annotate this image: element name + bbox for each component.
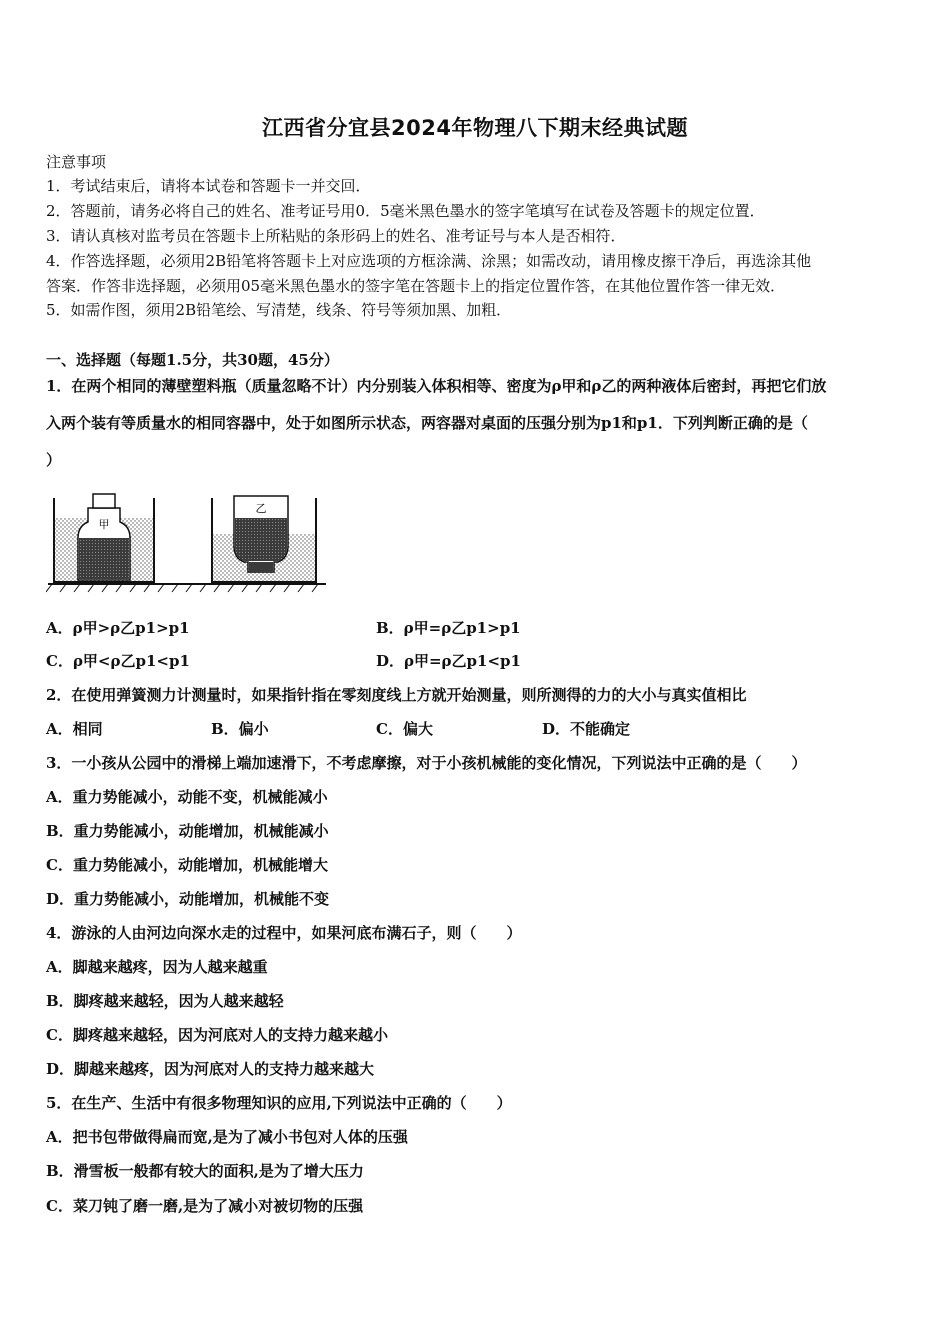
- notice-item: 5．如需作图，须用2B铅笔绘、写清楚，线条、符号等须加黑、加粗．: [46, 301, 512, 319]
- q5-option-a[interactable]: A．把书包带做得扁而宽,是为了减小书包对人体的压强: [46, 1128, 408, 1146]
- q2-option-a[interactable]: A．相同: [46, 720, 103, 738]
- q2-option-d[interactable]: D．不能确定: [542, 720, 631, 738]
- q2-option-c[interactable]: C．偏大: [376, 720, 433, 738]
- q3-option-c[interactable]: C．重力势能减小，动能增加，机械能增大: [46, 856, 328, 874]
- bottle-yi-cap: [249, 562, 273, 572]
- notice-heading: 注意事项: [46, 153, 107, 171]
- q3-option-d[interactable]: D．重力势能减小，动能增加，机械能不变: [46, 890, 330, 908]
- notice-item: 2．答题前，请务必将自己的姓名、准考证号用0．5毫米黑色墨水的签字笔填写在试卷及答题卡的规定位置．: [46, 202, 765, 220]
- q2-stem: 2．在使用弹簧测力计测量时，如果指针指在零刻度线上方就开始测量，则所测得的力的大小与真实值相比: [46, 686, 747, 704]
- notice-item: 3．请认真核对监考员在答题卡上所粘贴的条形码上的姓名、准考证号与本人是否相符．: [46, 227, 626, 245]
- label-jia: 甲: [98, 518, 110, 531]
- q1-option-d[interactable]: D．ρ甲=ρ乙p1<p1: [376, 652, 521, 670]
- q1-stem-line1: 1．在两个相同的薄壁塑料瓶（质量忽略不计）内分别装入体积相等、密度为ρ甲和ρ乙的两种液体后密封，再把它们放: [46, 377, 827, 395]
- q1-option-b[interactable]: B．ρ甲=ρ乙p1>p1: [376, 619, 521, 637]
- q1-option-a[interactable]: A．ρ甲>ρ乙p1>p1: [46, 619, 190, 637]
- q3-stem: 3．一小孩从公园中的滑梯上端加速滑下，不考虑摩擦，对于小孩机械能的变化情况，下列说法中正确的是（ ）: [46, 754, 807, 772]
- bottle-jia-liquid: [79, 538, 129, 579]
- q2-option-b[interactable]: B．偏小: [211, 720, 269, 738]
- q3-option-a[interactable]: A．重力势能减小，动能不变，机械能减小: [46, 788, 328, 806]
- ground-hatch: [46, 584, 318, 592]
- q4-stem: 4．游泳的人由河边向深水走的过程中，如果河底布满石子，则（ ）: [46, 924, 522, 942]
- q1-stem-line3: ）: [46, 451, 62, 469]
- q1-option-c[interactable]: C．ρ甲<ρ乙p1<p1: [46, 652, 190, 670]
- bottle-yi-liquid: [235, 518, 287, 548]
- q4-option-c[interactable]: C．脚疼越来越轻，因为河底对人的支持力越来越小: [46, 1026, 388, 1044]
- bottle-jia-cap: [93, 494, 115, 508]
- notice-item: 4．作答选择题，必须用2B铅笔将答题卡上对应选项的方框涂满、涂黑；如需改动，请用橡皮擦干净后，再选涂其他: [46, 252, 812, 270]
- q5-option-c[interactable]: C．菜刀钝了磨一磨,是为了减小对被切物的压强: [46, 1197, 364, 1215]
- label-yi: 乙: [255, 502, 267, 515]
- q4-option-d[interactable]: D．脚越来越疼，因为河底对人的支持力越来越大: [46, 1060, 375, 1078]
- notice-item: 答案．作答非选择题，必须用05毫米黑色墨水的签字笔在答题卡上的指定位置作答，在其他位置作答一律无效．: [46, 277, 786, 295]
- page-title: 江西省分宜县2024年物理八下期末经典试题: [262, 116, 688, 140]
- notice-item: 1．考试结束后，请将本试卷和答题卡一并交回．: [46, 177, 371, 195]
- q1-figure: [46, 488, 336, 598]
- q3-option-b[interactable]: B．重力势能减小，动能增加，机械能减小: [46, 822, 329, 840]
- q4-option-a[interactable]: A．脚越来越疼，因为人越来越重: [46, 958, 268, 976]
- q4-option-b[interactable]: B．脚疼越来越轻，因为人越来越轻: [46, 992, 284, 1010]
- q5-option-b[interactable]: B．滑雪板一般都有较大的面积,是为了增大压力: [46, 1162, 364, 1180]
- q1-stem-line2: 入两个装有等质量水的相同容器中，处于如图所示状态，两容器对桌面的压强分别为p1和p1．下列判断正确的是（: [46, 414, 808, 432]
- section-heading: 一、选择题（每题1.5分，共30题，45分）: [46, 351, 339, 369]
- q5-stem: 5．在生产、生活中有很多物理知识的应用,下列说法中正确的（ ）: [46, 1094, 512, 1112]
